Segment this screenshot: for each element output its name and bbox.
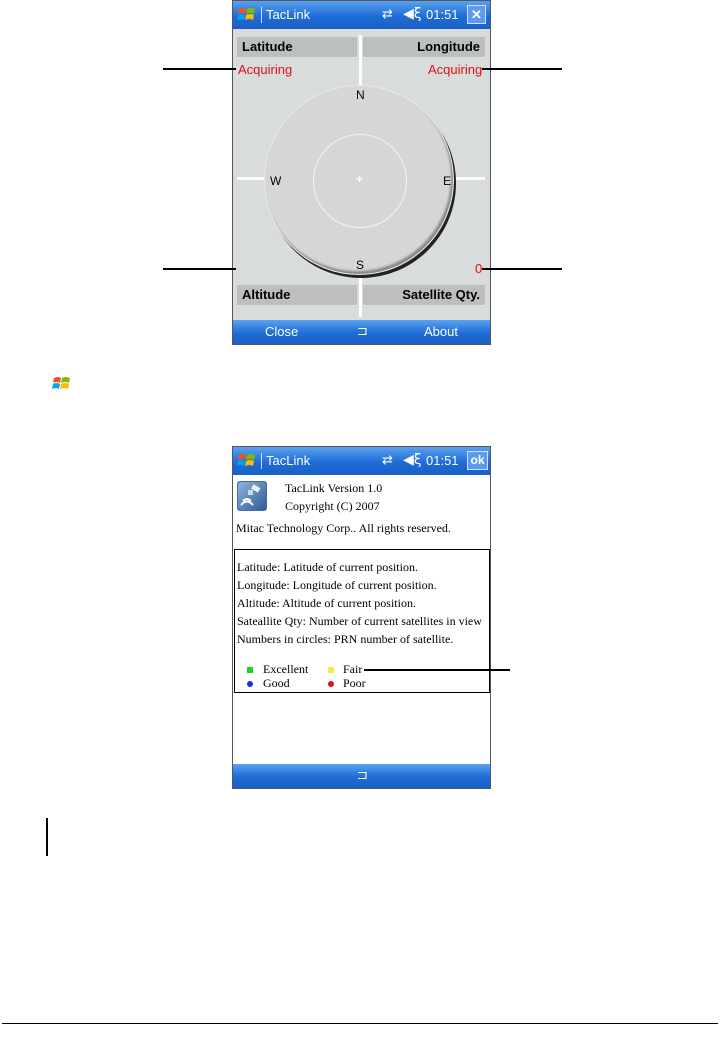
callout-line-satellite-qty: [482, 268, 562, 270]
connectivity-icon[interactable]: ⇄: [382, 7, 392, 22]
connectivity-icon[interactable]: ⇄: [382, 453, 392, 468]
legend-excellent: Excellent: [263, 662, 309, 676]
compass-center-mark: +: [356, 172, 364, 186]
compass-north: N: [356, 88, 365, 102]
callout-line-altitude: [163, 268, 236, 270]
callout-line-legend: [364, 669, 510, 671]
keyboard-toggle-icon[interactable]: ⊐: [357, 767, 368, 782]
compass-south: S: [356, 258, 365, 272]
keyboard-toggle-icon[interactable]: ⊐: [357, 323, 368, 338]
about-panel: [233, 475, 490, 764]
longitude-value: Acquiring: [428, 62, 483, 77]
info-line: Latitude: Latitude of current position.: [237, 560, 418, 574]
windows-start-icon[interactable]: [237, 6, 257, 24]
softkey-bar: [233, 764, 490, 788]
compass-west: W: [270, 174, 282, 188]
clock[interactable]: 01:51: [426, 7, 459, 22]
sky-view-compass: [264, 85, 454, 275]
ok-button[interactable]: ok: [467, 451, 488, 470]
app-title: TacLink: [266, 7, 311, 22]
softkey-bar: [233, 320, 490, 344]
company-text: Mitac Technology Corp.. All rights reserved.: [236, 521, 451, 535]
callout-line-latitude: [163, 68, 236, 70]
gps-panel: [233, 29, 490, 320]
longitude-header: Longitude: [363, 37, 485, 57]
info-line: Altitude: Altitude of current position.: [237, 596, 416, 610]
close-icon[interactable]: ✕: [467, 5, 486, 24]
info-box: [234, 549, 490, 693]
title-bar: [233, 447, 490, 475]
satellite-qty-header: Satellite Qty.: [363, 285, 485, 305]
legend-poor: Poor: [343, 676, 366, 690]
latitude-value: Acquiring: [238, 62, 293, 77]
info-line: Sateallite Qty: Number of current satellites in view: [237, 614, 482, 628]
latitude-header: Latitude: [237, 37, 357, 57]
app-title: TacLink: [266, 453, 311, 468]
callout-line-longitude: [482, 68, 562, 70]
about-screen: [232, 446, 491, 789]
fair-dot-icon: [328, 667, 334, 673]
clock[interactable]: 01:51: [426, 453, 459, 468]
legend-fair: Fair: [343, 662, 363, 676]
altitude-header: Altitude: [237, 285, 357, 305]
title-bar: [233, 1, 490, 29]
speaker-muted-icon[interactable]: ◀ξ: [403, 6, 422, 22]
close-softkey[interactable]: Close: [265, 324, 299, 339]
info-line: Longitude: Longitude of current position.: [237, 578, 437, 592]
satellite-count-value: 0: [475, 261, 483, 276]
title-separator: [261, 7, 262, 23]
version-text: TacLink Version 1.0: [285, 481, 383, 495]
compass-east: E: [443, 174, 452, 188]
legend-good: Good: [263, 676, 290, 690]
excellent-dot-icon: [247, 667, 253, 673]
satellite-app-icon: [237, 481, 267, 511]
title-separator: [261, 453, 262, 469]
windows-start-icon: [52, 375, 72, 393]
footer-rule: [2, 1023, 718, 1024]
good-dot-icon: [247, 681, 253, 687]
poor-dot-icon: [328, 681, 334, 687]
about-softkey[interactable]: About: [424, 324, 458, 339]
gps-screen: [232, 0, 491, 345]
copyright-text: Copyright (C) 2007: [285, 499, 380, 513]
speaker-muted-icon[interactable]: ◀ξ: [403, 452, 422, 468]
windows-start-icon[interactable]: [237, 452, 257, 470]
info-line: Numbers in circles: PRN number of satellite.: [237, 632, 454, 646]
margin-marker: [46, 818, 48, 856]
